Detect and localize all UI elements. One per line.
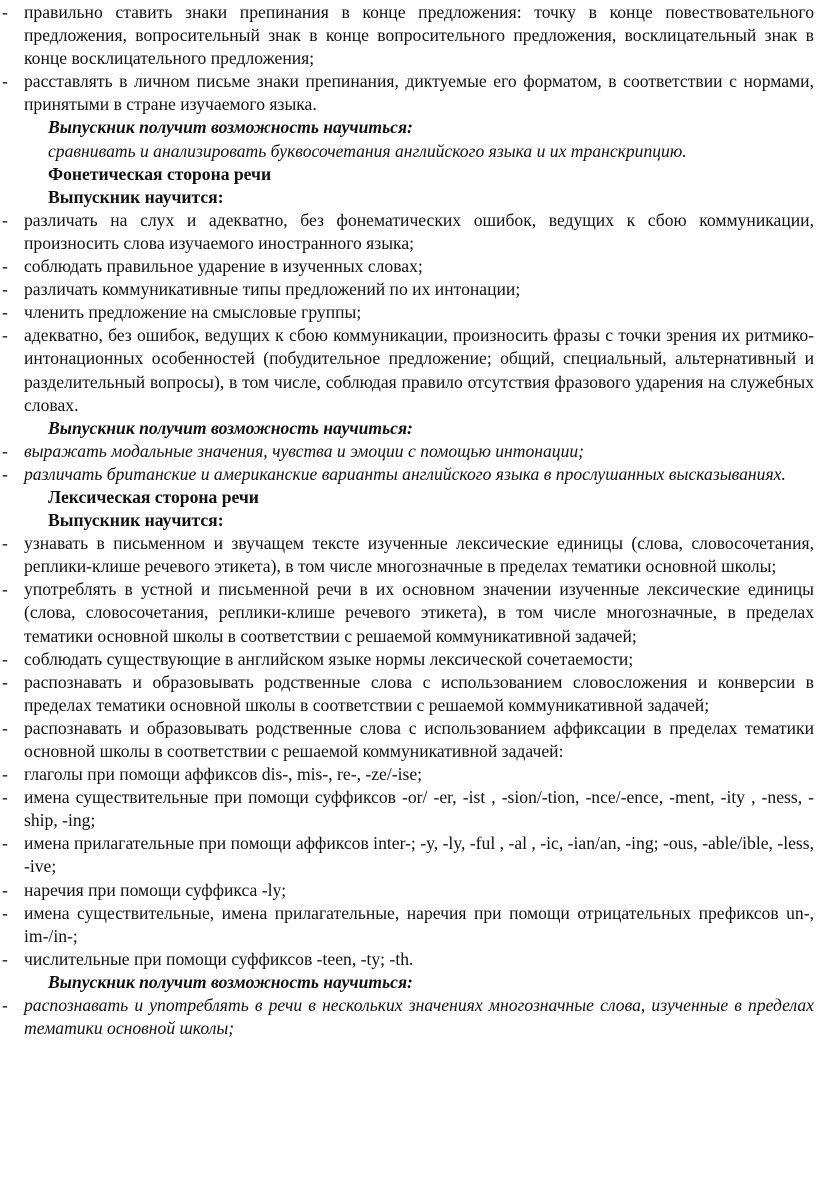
section-heading: Лексическая сторона речи (48, 486, 259, 507)
list-item: - различать британские и американские варианты английского языка в прослушанных высказываниях. (2, 463, 814, 486)
list-item: - числительные при помощи суффиксов -teen, -ty; -th. (2, 948, 814, 971)
list-item: - глаголы при помощи аффиксов dis-, mis-, re-, -ze/-ise; (2, 763, 814, 786)
section-heading: Фонетическая сторона речи (48, 163, 272, 184)
list-item: - распознавать и употреблять в речи в нескольких значениях многозначные слова, изученные в пределах тематики основной школы; (2, 994, 814, 1040)
section-subheading: Выпускник получит возможность научиться: (48, 417, 413, 438)
list-item: - распознавать и образовывать родственные слова с использованием словосложения и конверсии в пределах тематики основной школы в соответствии с решаемой коммуникативной задачей; (2, 671, 814, 717)
list-item: - различать коммуникативные типы предложений по их интонации; (2, 278, 814, 301)
list-item: - выражать модальные значения, чувства и эмоции с помощью интонации; (2, 440, 814, 463)
list-item: - расставлять в личном письме знаки препинания, диктуемые его форматом, в соответствии с нормами, принятыми в стране изучаемого языка. (2, 70, 814, 116)
list-item: - распознавать и образовывать родственные слова с использованием аффиксации в пределах тематики основной школы в соответствии с решаемой коммуникативной задачей: (2, 717, 814, 763)
list-item: - адекватно, без ошибок, ведущих к сбою коммуникации, произносить фразы с точки зрения их ритмико-интонационных особенностей (побудительное предложение; общий, специальный, альтернативный и разделительный вопросы), в том числе, соблюдая правило отсутствия фразового ударения на служебных словах. (2, 324, 814, 416)
list-item: - соблюдать существующие в английском языке нормы лексической сочетаемости; (2, 648, 814, 671)
list-item: - членить предложение на смысловые группы; (2, 301, 814, 324)
section-subheading: Выпускник получит возможность научиться: (48, 971, 413, 992)
list-item: - имена существительные при помощи суффиксов -or/ -er, -ist , -sion/-tion, -nce/-ence, -ment, -ity , -ness, -ship, -ing; (2, 786, 814, 832)
section-subheading: Выпускник получит возможность научиться: (48, 117, 413, 138)
list-item: - имена существительные, имена прилагательные, наречия при помощи отрицательных префиксов un-, im-/in-; (2, 902, 814, 948)
list-item: - имена прилагательные при помощи аффиксов inter-; -y, -ly, -ful , -al , -ic, -ian/an, -ing; -ous, -able/ible, -less, -ive; (2, 832, 814, 878)
list-item: - различать на слух и адекватно, без фонематических ошибок, ведущих к сбою коммуникации, произносить слова изучаемого иностранного языка; (2, 209, 814, 255)
list-item: - узнавать в письменном и звучащем тексте изученные лексические единицы (слова, словосочетания, реплики-клише речевого этикета), в том числе многозначные в пределах тематики основной школы; (2, 532, 814, 578)
list-item: - соблюдать правильное ударение в изученных словах; (2, 255, 814, 278)
indented-paragraph: сравнивать и анализировать буквосочетания английского языка и их транскрипцию. (48, 140, 687, 161)
list-item: - наречия при помощи суффикса -ly; (2, 879, 814, 902)
list-item: - употреблять в устной и письменной речи в их основном значении изученные лексические единицы (слова, словосочетания, реплики-клише речевого этикета), в том числе многозначные, в пределах тематики основной школы в соответствии с решаемой коммуникативной задачей; (2, 578, 814, 647)
section-subheading: Выпускник научится: (48, 186, 224, 207)
list-item: - правильно ставить знаки препинания в конце предложения: точку в конце повествовательного предложения, вопросительный знак в конце вопросительного предложения, восклицательный знак в конце восклицательного предложения; (2, 1, 814, 70)
section-subheading: Выпускник научится: (48, 510, 224, 531)
